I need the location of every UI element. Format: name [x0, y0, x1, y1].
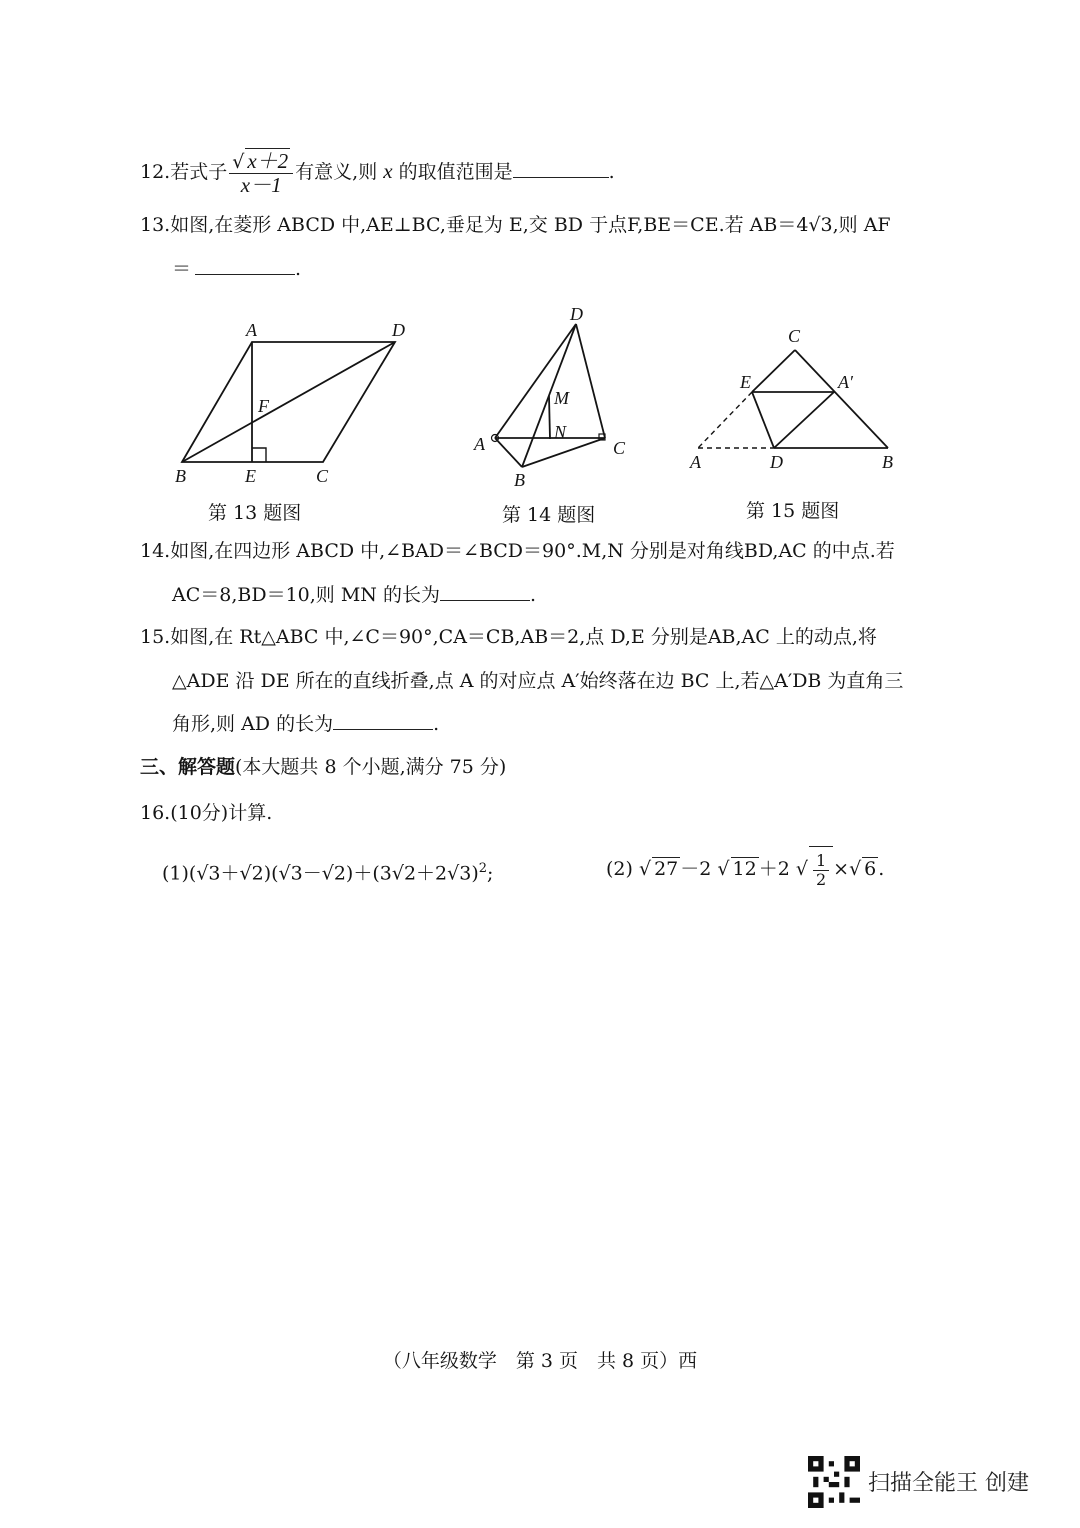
answer-blank	[333, 711, 433, 730]
fig15-caption: 第 15 题图	[746, 500, 840, 522]
fig15-label-e: E	[740, 372, 751, 392]
q16-part2-radicand-2: 12	[732, 858, 757, 880]
section-3-title: 三、解答题	[140, 756, 236, 778]
q16-part2-radicand-3: 6	[864, 858, 877, 880]
fig13-label-d: D	[392, 320, 405, 340]
question-15-line2: △ADE 沿 DE 所在的直线折叠,点 A 的对应点 A′始终落在边 BC 上,若△A′DB 为直角三	[172, 670, 904, 692]
answer-blank	[513, 159, 609, 178]
q16-part2-op2: ＋2	[758, 858, 790, 880]
q14-text: AC＝8,BD＝10,则 MN 的长为	[172, 584, 440, 606]
fig13-caption: 第 13 题图	[208, 502, 302, 524]
q16-part2-end: .	[878, 858, 885, 880]
answer-blank	[195, 256, 295, 275]
section-3-desc: (本大题共 8 个小题,满分 75 分)	[235, 756, 507, 778]
q12-denominator: x－1	[240, 173, 282, 197]
fig13-label-c: C	[316, 466, 329, 486]
fig15-label-a: A	[690, 452, 701, 472]
question-12	[140, 150, 615, 196]
question-14-line2	[172, 582, 536, 608]
q12-var: x	[383, 159, 393, 183]
fig13-label-e: E	[245, 466, 256, 486]
q12-numerator: x＋2	[247, 149, 289, 173]
q16-part1-exponent: 2	[478, 861, 488, 876]
q12-suffix: 的取值范围是	[398, 161, 513, 183]
q14-end: .	[529, 584, 537, 606]
figure-15-triangle	[680, 320, 910, 480]
fig15-label-a-prime: A′	[838, 372, 853, 392]
fig14-label-b: B	[514, 470, 525, 490]
fig14-label-m: M	[554, 388, 569, 408]
answer-blank	[440, 582, 530, 601]
q12-prefix: 12.若式子	[140, 161, 228, 183]
section-3-heading	[140, 754, 506, 780]
q16-part2-radicand-1: 27	[654, 858, 679, 880]
fig14-label-d: D	[570, 304, 583, 324]
q15-end: .	[433, 713, 440, 735]
q16-part2-label: (2)	[606, 858, 633, 880]
figure-13-rhombus	[170, 312, 430, 492]
fig13-label-b: B	[175, 466, 186, 486]
q16-part2-op1: －2	[680, 858, 712, 880]
scanner-watermark: 扫描全能王 创建	[868, 1471, 1029, 1496]
question-15-line1: 15.如图,在 Rt△ABC 中,∠C＝90°,CA＝CB,AB＝2,点 D,E 分别是AB,AC 上的动点,将	[140, 626, 877, 648]
fig15-label-d: D	[770, 452, 783, 472]
fig14-label-n: N	[554, 422, 567, 442]
q16-part1-expr: (1)(√3＋√2)(√3－√2)＋(3√2＋2√3)	[162, 862, 479, 885]
question-13-line2	[172, 256, 301, 282]
page-footer: （八年级数学 第 3 页 共 8 页）西	[382, 1350, 698, 1372]
fig15-label-c: C	[788, 326, 801, 346]
q16-part2-times: ×	[833, 858, 850, 880]
q12-end: .	[608, 161, 615, 183]
question-15-line3	[172, 711, 439, 737]
fig15-label-b: B	[882, 452, 893, 472]
question-16-head: 16.(10分)计算.	[140, 802, 273, 824]
q16-part2-frac-num: 1	[813, 852, 829, 871]
q13-equals: ＝	[172, 258, 192, 280]
figure-14-quadrilateral	[468, 302, 638, 492]
question-14-line1: 14.如图,在四边形 ABCD 中,∠BAD＝∠BCD＝90°.M,N 分别是对角线BD,AC 的中点.若	[140, 540, 895, 562]
question-16-part2: (2) √ 27 －2 √ 12 ＋2 √ $\frac{1}{2}$ ×√ 6 .	[606, 846, 884, 891]
fig13-label-f: F	[258, 396, 269, 416]
q13-end: .	[295, 258, 302, 280]
q12-fraction: $\frac{√ x+2}{x-1}$	[229, 150, 293, 196]
fig14-label-a: A	[474, 434, 485, 454]
q12-mid: 有意义,则	[295, 161, 378, 183]
q15-text: 角形,则 AD 的长为	[172, 713, 334, 735]
fig14-caption: 第 14 题图	[502, 504, 596, 526]
fig13-label-a: A	[246, 320, 257, 340]
qr-code-icon	[808, 1456, 860, 1508]
question-13-line1: 13.如图,在菱形 ABCD 中,AE⊥BC,垂足为 E,交 BD 于点F,BE＝CE.若 AB＝4√3,则 AF	[140, 214, 891, 236]
q16-part1-end: ;	[487, 862, 494, 885]
fig14-label-c: C	[613, 438, 626, 458]
question-16-part1	[162, 856, 493, 886]
q16-part2-frac-den: 2	[815, 869, 827, 889]
